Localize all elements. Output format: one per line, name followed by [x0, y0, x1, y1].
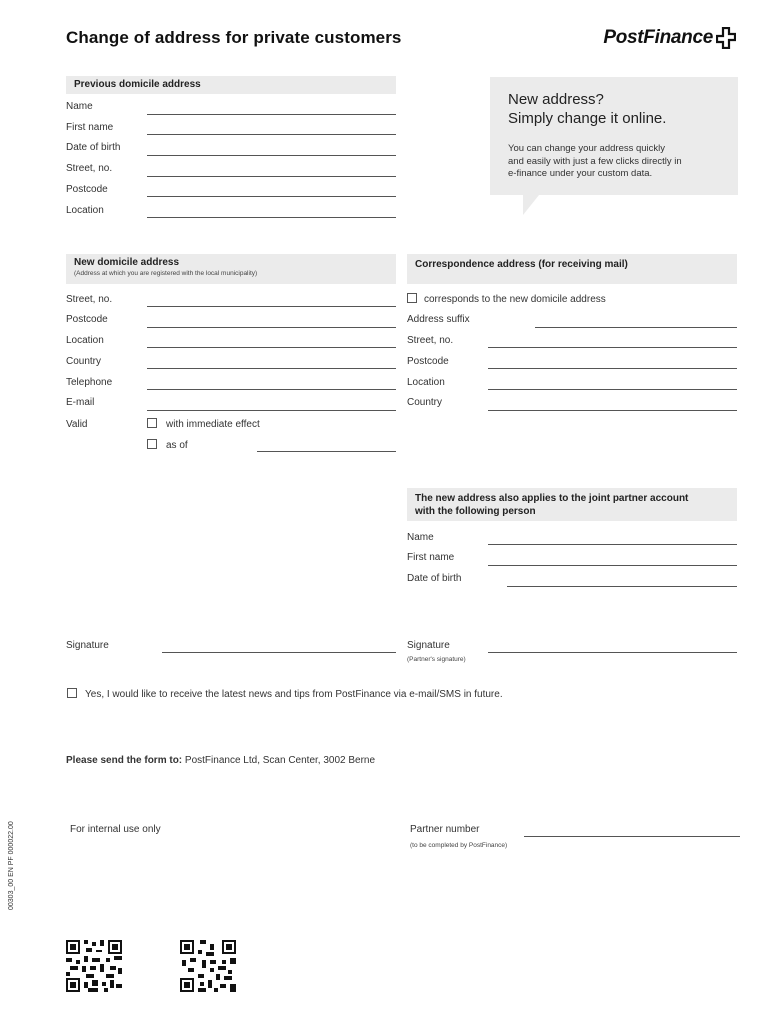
promo-heading-line1: New address?: [508, 91, 604, 108]
corr-country-field[interactable]: [488, 410, 737, 411]
new-street-field[interactable]: [147, 306, 396, 307]
corr-location-label: Location: [407, 377, 445, 388]
new-email-field[interactable]: [147, 410, 396, 411]
promo-body-line1: You can change your address quickly: [508, 143, 666, 154]
new-email-label: E-mail: [66, 397, 95, 408]
newsletter-checkbox[interactable]: [67, 688, 77, 698]
immediate-effect-label: with immediate effect: [166, 419, 260, 430]
correspondence-heading: Correspondence address (for receiving mail): [415, 259, 628, 270]
signature-label: Signature: [66, 640, 109, 651]
partner-signature-label: Signature: [407, 640, 450, 651]
promo-heading: [508, 90, 666, 128]
correspondence-header: [407, 254, 737, 284]
corr-suffix-label: Address suffix: [407, 314, 470, 325]
promo-bubble-tail: [523, 195, 539, 215]
promo-body-line3: e-finance under your custom data.: [508, 168, 653, 179]
previous-address-heading: Previous domicile address: [74, 79, 201, 90]
corresponds-label: corresponds to the new domicile address: [424, 294, 606, 305]
promo-heading-line2: Simply change it online.: [508, 110, 667, 127]
new-telephone-label: Telephone: [66, 377, 113, 388]
corr-postcode-label: Postcode: [407, 356, 449, 367]
prev-location-label: Location: [66, 205, 104, 216]
prev-name-label: Name: [66, 101, 93, 112]
joint-heading-line1: The new address also applies to the joint partner account: [415, 493, 689, 504]
as-of-label: as of: [166, 440, 188, 451]
swiss-cross-logo-icon: [716, 27, 736, 49]
send-address: PostFinance Ltd, Scan Center, 3002 Berne: [184, 755, 376, 766]
send-label: Please send the form to:: [66, 755, 183, 766]
form-code: 00303_00 EN PF 000022.00: [8, 821, 15, 910]
prev-postcode-label: Postcode: [66, 184, 108, 195]
corr-suffix-field[interactable]: [535, 327, 737, 328]
partner-signature-note: (Partner's signature): [407, 656, 466, 663]
joint-dob-label: Date of birth: [407, 573, 462, 584]
new-street-label: Street, no.: [66, 294, 113, 305]
as-of-checkbox[interactable]: [147, 439, 157, 449]
internal-use-label: For internal use only: [70, 824, 161, 835]
prev-street-field[interactable]: [147, 176, 396, 177]
send-instructions: [66, 755, 375, 766]
partner-number-note: (to be completed by PostFinance): [410, 842, 508, 849]
prev-street-label: Street, no.: [66, 163, 113, 174]
promo-body-line2: and easily with just a few clicks directly in: [508, 155, 682, 167]
corr-location-field[interactable]: [488, 389, 737, 390]
new-domicile-header: [66, 254, 396, 284]
prev-firstname-field[interactable]: [147, 134, 396, 135]
as-of-date-field[interactable]: [257, 451, 396, 452]
qr-code-2-icon: [180, 940, 236, 992]
joint-name-field[interactable]: [488, 544, 737, 545]
signature-field[interactable]: [162, 652, 396, 653]
prev-name-field[interactable]: [147, 114, 396, 115]
page-title: Change of address for private customers: [66, 28, 402, 47]
joint-firstname-label: First name: [407, 552, 455, 563]
prev-dob-label: Date of birth: [66, 142, 121, 153]
logo-text: PostFinance: [603, 27, 713, 48]
joint-partner-heading: [415, 492, 688, 518]
corr-postcode-field[interactable]: [488, 368, 737, 369]
new-domicile-heading: New domicile address: [74, 257, 180, 268]
new-telephone-field[interactable]: [147, 389, 396, 390]
corr-street-label: Street, no.: [407, 335, 454, 346]
corresponds-checkbox[interactable]: [407, 293, 417, 303]
new-postcode-label: Postcode: [66, 314, 108, 325]
promo-body: [508, 143, 730, 181]
new-country-field[interactable]: [147, 368, 396, 369]
new-country-label: Country: [66, 356, 102, 367]
partner-number-field[interactable]: [524, 836, 740, 837]
partner-signature-field[interactable]: [488, 652, 737, 653]
newsletter-label: Yes, I would like to receive the latest news and tips from PostFinance via e-mail/SMS in future.: [85, 689, 503, 700]
new-location-label: Location: [66, 335, 104, 346]
joint-name-label: Name: [407, 532, 434, 543]
immediate-effect-checkbox[interactable]: [147, 418, 157, 428]
postfinance-logo: [603, 24, 736, 52]
prev-postcode-field[interactable]: [147, 196, 396, 197]
prev-location-field[interactable]: [147, 217, 396, 218]
joint-heading-line2: with the following person: [415, 506, 536, 517]
valid-label: Valid: [66, 419, 88, 430]
prev-firstname-label: First name: [66, 122, 114, 133]
corr-country-label: Country: [407, 397, 443, 408]
corr-street-field[interactable]: [488, 347, 737, 348]
new-location-field[interactable]: [147, 347, 396, 348]
new-postcode-field[interactable]: [147, 327, 396, 328]
joint-partner-header: [407, 488, 737, 521]
qr-code-1-icon: [66, 940, 122, 992]
online-change-promo: [490, 77, 738, 195]
joint-dob-field[interactable]: [507, 586, 737, 587]
joint-firstname-field[interactable]: [488, 565, 737, 566]
prev-dob-field[interactable]: [147, 155, 396, 156]
partner-number-label: Partner number: [410, 824, 480, 835]
previous-address-header: [66, 76, 396, 94]
new-domicile-subheading: (Address at which you are registered with the local municipality): [74, 270, 258, 277]
